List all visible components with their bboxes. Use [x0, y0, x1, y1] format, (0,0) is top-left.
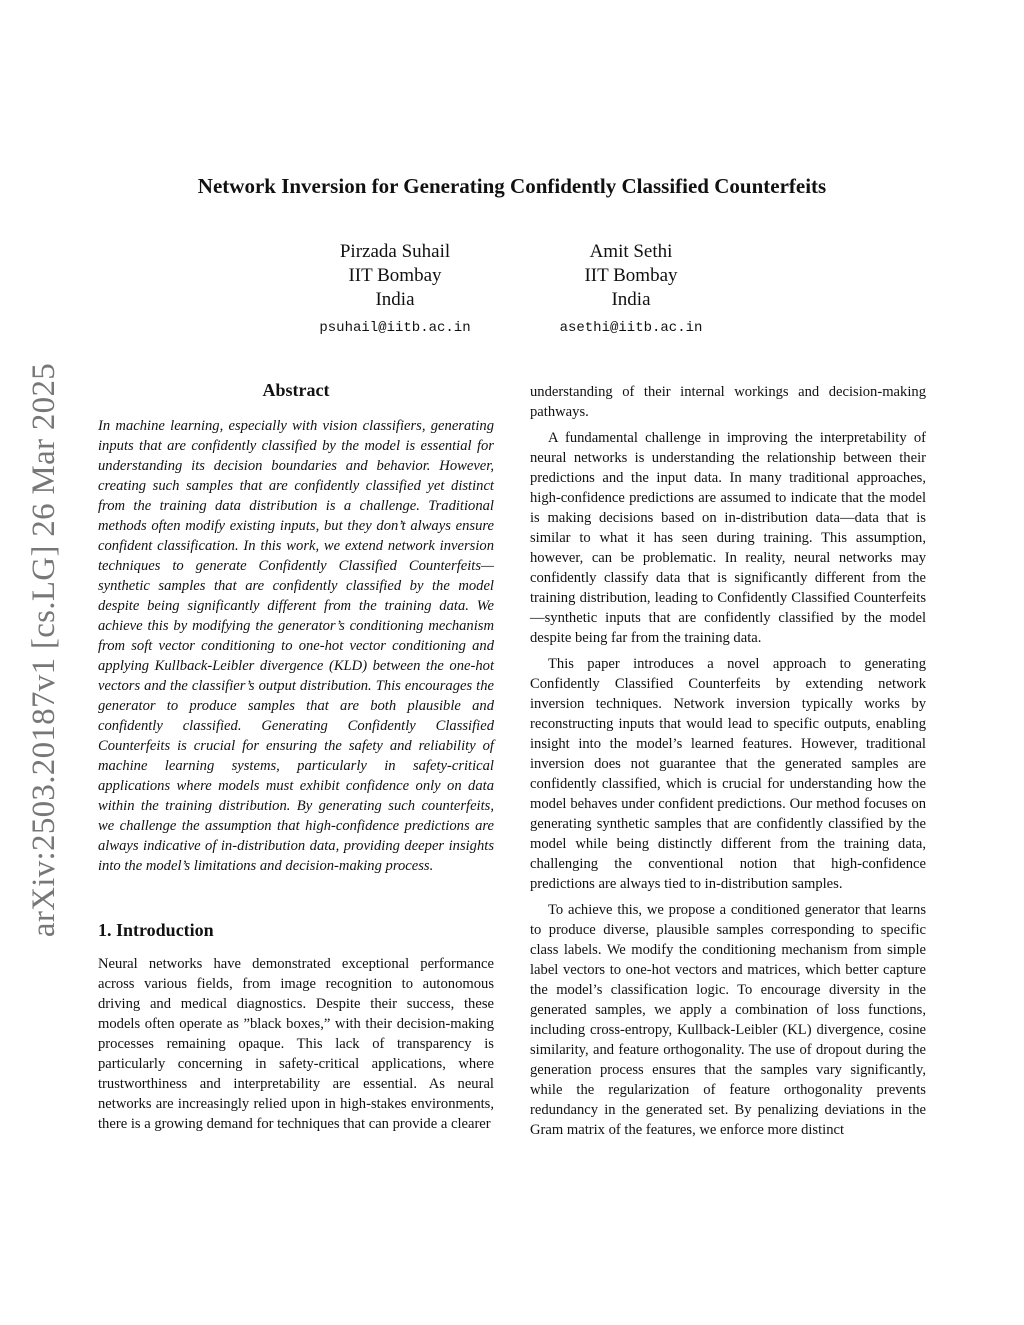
body-paragraph: To achieve this, we propose a conditioned generator that learns to produce diverse, plausible samples corresponding to specific class labels. We modify the conditioning mechanism from simple label vectors to one-hot vectors and matrices, which better capture the model’s classification logic. To encourage diversity in the generated samples, we apply a combination of loss functions, including cross-entropy, Kullback-Leibler (KL) divergence, cosine similarity, and feature orthogonality. The use of dropout during the generation process ensures that the samples vary significantly, while the regularization of feature orthogonality prevents redundancy in the generated set. By penalizing deviations in the Gram matrix of the features, we enforce more distinct: [530, 902, 926, 1138]
author-name: Pirzada Suhail: [339, 241, 451, 262]
author-email: psuhail@iitb.ac.in: [319, 320, 471, 336]
introduction-heading: 1. Introduction: [98, 920, 214, 940]
author-email: asethi@iitb.ac.in: [559, 320, 703, 336]
arxiv-identifier: arXiv:2503.20187v1 [cs.LG] 26 Mar 2025: [26, 362, 62, 938]
author-affiliation: IIT Bombay: [348, 265, 442, 286]
abstract-heading: Abstract: [262, 380, 330, 400]
author-block: [501, 240, 761, 340]
author-country: India: [611, 289, 651, 310]
author-country: India: [375, 289, 415, 310]
right-column: [530, 382, 926, 1146]
author-name: Amit Sethi: [589, 241, 673, 262]
continuation-paragraph: understanding of their internal workings and decision-making pathways.: [530, 384, 926, 420]
introduction-paragraph: Neural networks have demonstrated exceptional performance across various fields, from image recognition to autonomous driving and medical diagnostics. Despite their success, these models often operate as ”black boxes,” with their decision-making processes remaining opaque. This lack of transparency is particularly concerning in safety-critical applications, where trustworthiness and interpretability are essential. As neural networks are increasingly relied upon in high-stakes environments, there is a growing demand for techniques that can provide a clearer: [98, 956, 494, 1132]
body-paragraph: This paper introduces a novel approach to generating Confidently Classified Counterfeits by extending network inversion techniques. Network inversion typically works by reconstructing inputs that would lead to specific outputs, enabling insight into the model’s learned features. However, traditional inversion does not guarantee that the generated samples are confidently classified, which is crucial for understanding how the model behaves under confident predictions. Our method focuses on generating synthetic samples that are confidently classified by the model while being distinctly different from the training data, challenging the conventional notion that high-confidence predictions are always tied to in-distribution samples.: [530, 656, 926, 892]
left-column: [98, 378, 494, 1134]
body-paragraph: A fundamental challenge in improving the interpretability of neural networks is understanding the relationship between their predictions and the input data. In many traditional approaches, high-confidence predictions are assumed to indicate that the model is making decisions based on in-distribution data—data that is similar to what it has seen during training. This assumption, however, can be problematic. In reality, neural networks may confidently classify data that is significantly different from the training distribution, leading to Confidently Classified Counterfeits—synthetic inputs that are confidently classified by the model despite being far from the training data.: [530, 430, 926, 646]
author-block: [265, 240, 525, 340]
author-affiliation: IIT Bombay: [584, 265, 678, 286]
abstract-text: In machine learning, especially with vision classifiers, generating inputs that are confidently classified by the model is essential for understanding its decision boundaries and behavior. However, creating such samples that are confidently classified yet distinct from the training data distribution is a challenge. Traditional methods often modify existing inputs, but they don’t always ensure confident classification. In this work, we extend network inversion techniques to generate Confidently Classified Counterfeits—synthetic samples that are confidently classified by the model despite being significantly different from the training data. We achieve this by modifying the generator’s conditioning mechanism from soft vector conditioning to one-hot vector conditioning and applying Kullback-Leibler divergence (KLD) between the one-hot vectors and the classifier’s output distribution. This encourages the generator to produce samples that are both plausible and confidently classified. Generating Confidently Classified Counterfeits is crucial for ensuring the safety and reliability of machine learning systems, particularly in safety-critical applications where models must exhibit confidence only on data within the training distribution. By generating such counterfeits, we challenge the assumption that high-confidence predictions are always indicative of in-distribution data, providing deeper insights into the model’s limitations and decision-making process.: [98, 418, 494, 874]
paper-title: Network Inversion for Generating Confidently Classified Counterfeits: [197, 174, 827, 198]
